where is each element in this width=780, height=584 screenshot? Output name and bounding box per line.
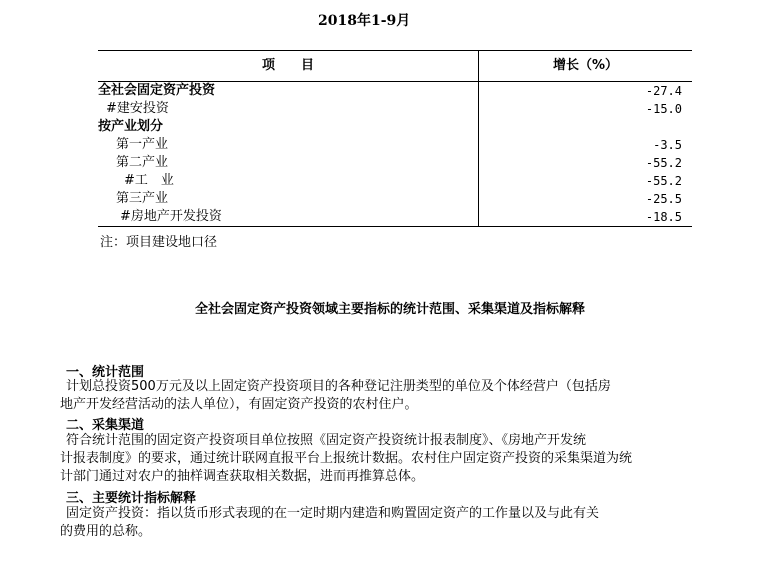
table-row [98,118,692,136]
row-value: -25.5 [645,192,682,206]
section-heading: 一、统计范围 [66,365,145,380]
header-item: 项 目 [98,51,479,81]
row-label: 全社会固定资产投资 [98,83,216,98]
row-value: -27.4 [645,84,682,98]
row-label: 第二产业 [116,155,169,170]
table-note: 注：项目建设地口径 [100,235,218,250]
row-label: 第三产业 [116,191,169,206]
row-value: -3.5 [653,138,682,152]
row-value: -55.2 [645,174,682,188]
row-value: -18.5 [645,210,682,224]
paragraph-line: 计划总投资500万元及以上固定资产投资项目的各种登记注册类型的单位及个体经营户（包括房 [66,379,611,394]
header-growth: 增长（%） [552,58,619,73]
section-heading: 二、采集渠道 [66,418,145,433]
row-label: 第一产业 [116,137,169,152]
table-row [98,208,692,226]
paragraph-line: 地产开发经营活动的法人单位），有固定资产投资的农村住户。 [60,397,418,412]
row-label: 按产业划分 [98,119,164,134]
table-body [98,82,692,227]
paragraph-line: 的费用的总称。 [60,524,152,539]
table-row [98,190,692,208]
paragraph-line: 计报表制度》的要求，通过统计联网直报平台上报统计数据。农村住户固定资产投资的采集渠道为统 [60,451,633,466]
paragraph-line: 计部门通过对农户的抽样调查获取相关数据，进而再推算总体。 [60,469,425,484]
explanation-title: 全社会固定资产投资领域主要指标的统计范围、采集渠道及指标解释 [194,302,585,317]
row-value: -55.2 [645,156,682,170]
section-heading: 三、主要统计指标解释 [66,491,197,506]
paragraph-line: 符合统计范围的固定资产投资项目单位按照《固定资产投资统计报表制度》、《房地产开发统 [66,433,587,448]
row-label: #建安投资 [106,101,169,116]
row-value: -15.0 [645,102,682,116]
table-row [98,172,692,190]
paragraph-line: 固定资产投资：指以货币形式表现的在一定时期内建造和购置固定资产的工作量以及与此有关 [66,506,600,521]
period-title: 2018年1-9月 [318,13,411,29]
table-row [98,136,692,154]
table-row [98,154,692,172]
row-label: #房地产开发投资 [120,209,222,224]
table-header [98,50,692,82]
growth-table [98,50,692,227]
table-row [98,100,692,118]
row-label: #工 业 [124,173,174,188]
table-row [98,82,692,100]
